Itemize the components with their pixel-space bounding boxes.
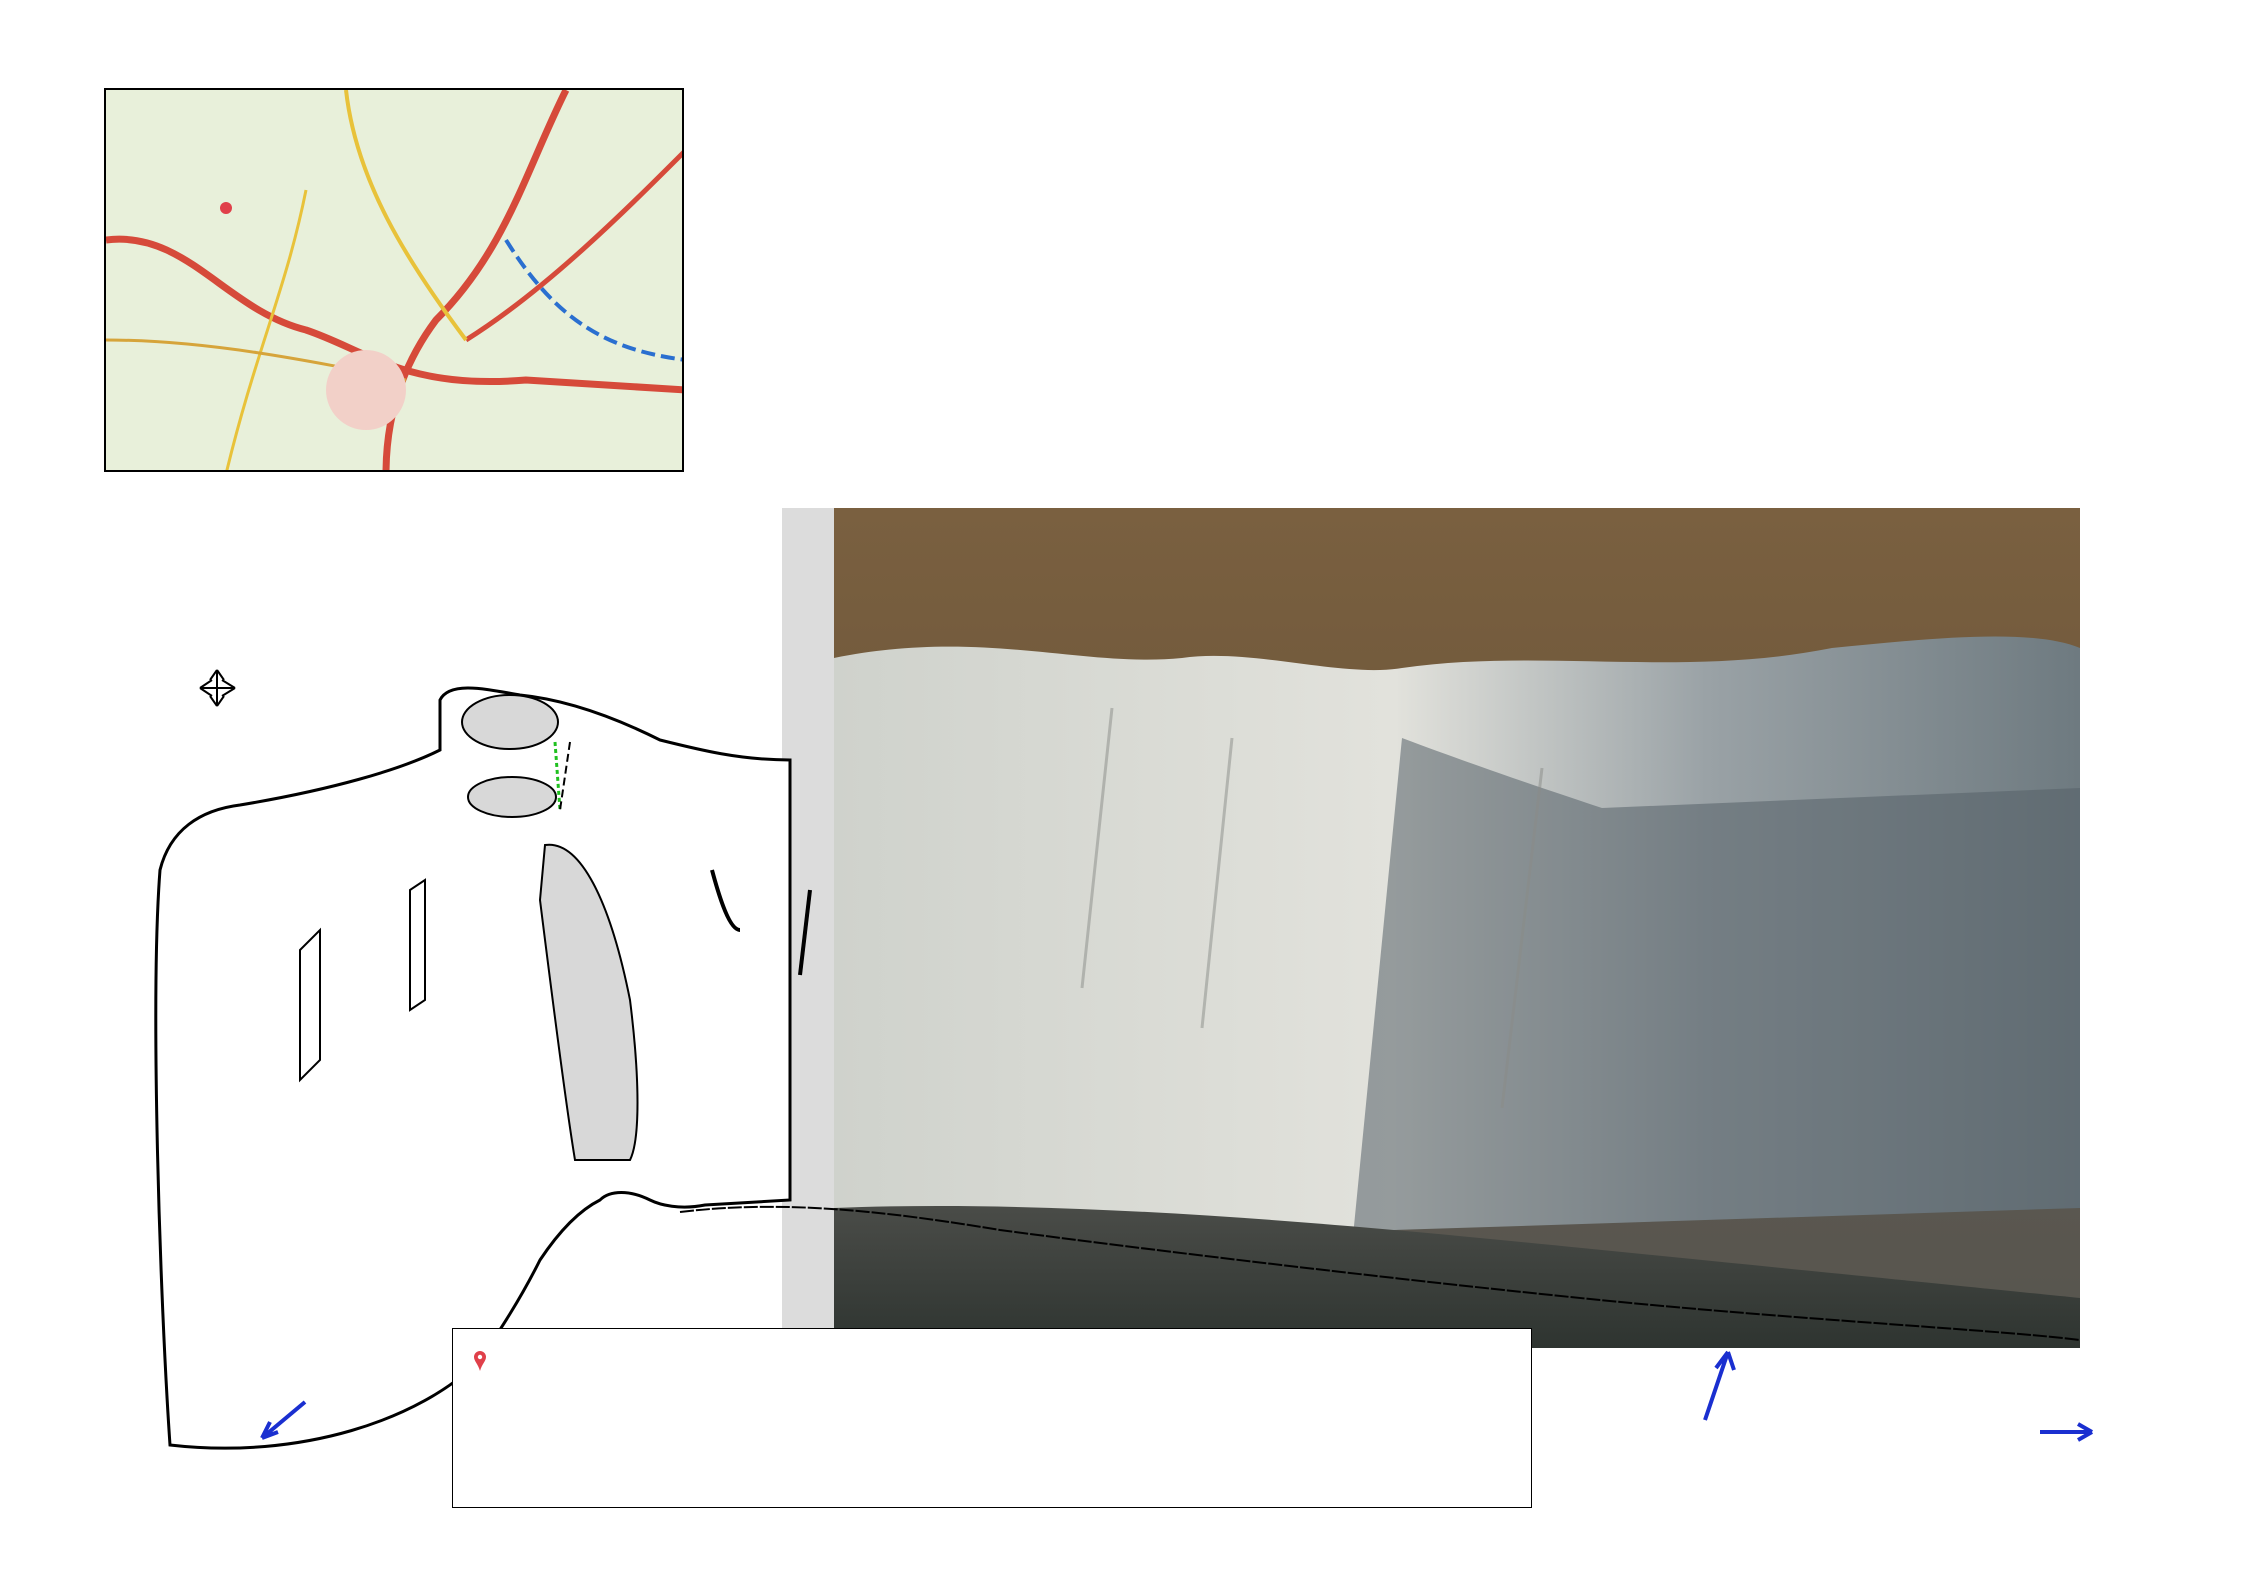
map-pin-icon [473, 1350, 487, 1372]
pillar [540, 845, 638, 1160]
north-arrow [262, 1402, 305, 1438]
routes-table [733, 88, 2199, 472]
compass-arrows [200, 670, 235, 706]
access-arrow [1705, 1352, 1734, 1420]
access-directions [452, 1328, 1532, 1508]
map-roads [106, 90, 684, 472]
crag-photo [782, 508, 2080, 1348]
lower-cave [468, 777, 556, 817]
directions-line-2 [473, 1347, 1511, 1372]
petit-cirque-arrow [2040, 1424, 2092, 1440]
upper-cave [462, 695, 558, 749]
location-map [104, 88, 684, 472]
